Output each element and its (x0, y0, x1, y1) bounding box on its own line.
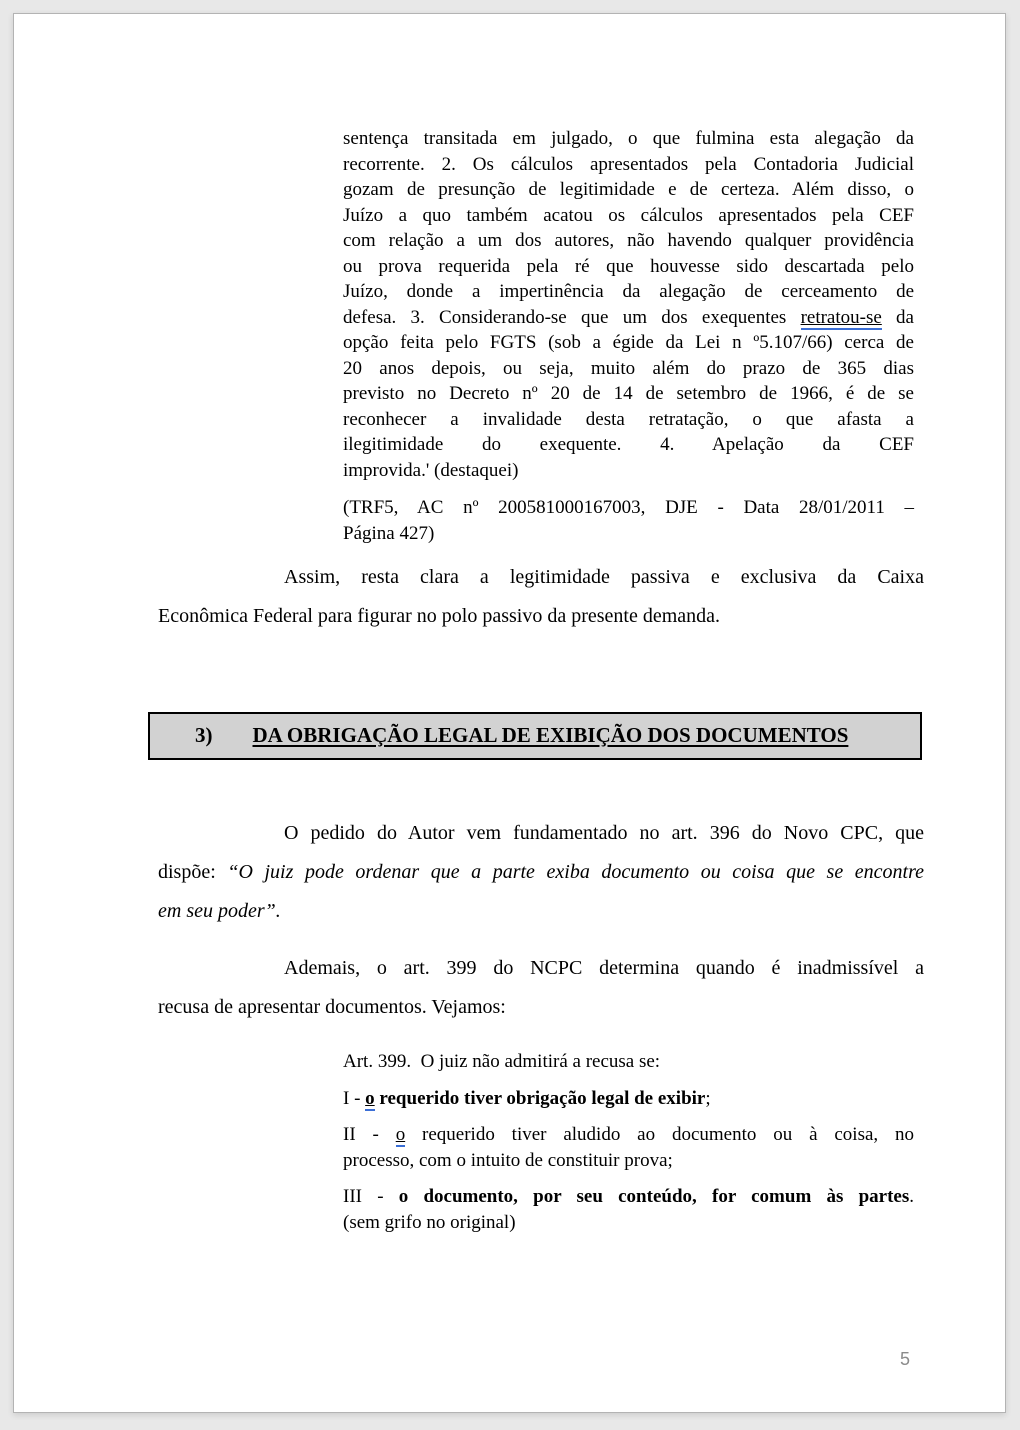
section-heading (148, 712, 922, 760)
text-segment: O pedido do Autor vem fundamentado no art. 396 do Novo CPC, que (284, 822, 924, 844)
text-line (343, 458, 914, 484)
paragraph (343, 1184, 914, 1235)
text-segment: ou prova requerida pela ré que houvesse sido descartada pelo (343, 255, 914, 277)
paragraph (343, 495, 914, 546)
text-line (343, 1049, 914, 1075)
paragraph (158, 814, 924, 931)
text-line (158, 892, 924, 931)
text-segment: da (881, 306, 914, 328)
text-segment: dispõe: (158, 861, 228, 883)
text-line (343, 279, 914, 305)
text-segment: III - (343, 1186, 399, 1207)
text-line (343, 407, 914, 433)
section-title: DA OBRIGAÇÃO LEGAL DE EXIBIÇÃO DOS DOCUMENTOS (252, 723, 849, 747)
section-number: 3) (195, 723, 213, 747)
text-line (343, 305, 914, 331)
text-line (343, 203, 914, 229)
text-line (158, 988, 924, 1027)
text-segment: (sem grifo no original) (343, 1211, 516, 1233)
text-segment: Assim, resta clara a legitimidade passiva e exclusiva da Caixa (284, 566, 924, 588)
text-line (343, 152, 914, 178)
paragraph (343, 126, 914, 483)
text-segment: em seu poder”. (158, 900, 281, 922)
text-segment: defesa. 3. Considerando-se que um dos exequentes (343, 306, 801, 328)
text-segment: improvida.' (destaquei) (343, 459, 519, 481)
paragraph (158, 949, 924, 1027)
text-segment: Página 427) (343, 522, 435, 544)
text-line (343, 381, 914, 407)
text-line (343, 330, 914, 356)
text-segment: I - (343, 1087, 366, 1109)
text-segment: Juízo a quo também acatou os cálculos apresentados pela CEF (343, 204, 914, 226)
text-segment: o (365, 1087, 375, 1109)
statute-quote (343, 1049, 914, 1235)
text-segment: requerido tiver obrigação legal de exibir (374, 1087, 706, 1109)
text-segment: gozam de presunção de legitimidade e de certeza. Além disso, o (343, 179, 914, 200)
text-segment: opção feita pelo FGTS (sob a égide da Lei n º5.107/66) cerca de (343, 332, 914, 353)
page-number: 5 (899, 1349, 910, 1369)
text-line (343, 521, 914, 547)
document-content (158, 126, 924, 1235)
text-line (343, 1184, 914, 1210)
text-line (343, 1122, 914, 1148)
paragraph (343, 1122, 914, 1173)
text-line (343, 495, 914, 521)
text-segment: Art. 399. O juiz não admitirá a recusa se: (343, 1051, 661, 1072)
text-segment: reconhecer a invalidade desta retratação, o que afasta a (343, 408, 914, 430)
text-segment: “O juiz pode ordenar que a parte exiba documento ou coisa que se encontre (227, 861, 924, 883)
jurisprudence-quote (343, 126, 914, 546)
para-ademais (158, 949, 924, 1027)
text-segment: recusa de apresentar documentos. Vejamos: (158, 996, 506, 1018)
paragraph (343, 1049, 914, 1075)
text-segment: processo, com o intuito de constituir prova; (343, 1149, 673, 1171)
text-line (343, 356, 914, 382)
text-segment: requerido tiver aludido ao documento ou à coisa, no (405, 1124, 915, 1145)
text-segment: II - (343, 1124, 396, 1145)
text-line (158, 814, 924, 853)
text-segment: o (395, 1124, 406, 1145)
text-line (343, 177, 914, 203)
text-line (158, 597, 924, 636)
text-line (343, 126, 914, 152)
text-line (343, 254, 914, 280)
text-segment: recorrente. 2. Os cálculos apresentados pela Contadoria Judicial (343, 153, 914, 175)
text-line (158, 949, 924, 988)
text-line (343, 228, 914, 254)
text-segment: Ademais, o art. 399 do NCPC determina quando é inadmissível a (284, 957, 924, 979)
para-fundamento (158, 814, 924, 931)
text-line (343, 1148, 914, 1174)
text-segment: o documento, por seu conteúdo, for comum às partes (398, 1186, 910, 1207)
paragraph (343, 1086, 914, 1112)
text-line (158, 558, 924, 597)
para-legitimidade (158, 558, 924, 636)
text-line (158, 853, 924, 892)
text-segment: (TRF5, AC nº 200581000167003, DJE - Data 28/01/2011 – (343, 497, 914, 518)
text-line (343, 1086, 914, 1112)
text-segment: previsto no Decreto nº 20 de 14 de setembro de 1966, é de se (343, 383, 914, 404)
text-line (343, 432, 914, 458)
text-segment: retratou-se (800, 306, 882, 328)
text-segment: . (909, 1186, 914, 1207)
text-segment: 20 anos depois, ou seja, muito além do prazo de 365 dias (343, 357, 914, 379)
page-sheet (13, 13, 1006, 1413)
paragraph (158, 558, 924, 636)
text-segment: com relação a um dos autores, não havendo qualquer providência (343, 230, 914, 251)
text-segment: Juízo, donde a impertinência da alegação de cerceamento de (343, 281, 914, 302)
text-segment: sentença transitada em julgado, o que fulmina esta alegação da (343, 128, 914, 149)
text-line (343, 1210, 914, 1236)
text-segment: Econômica Federal para figurar no polo passivo da presente demanda. (158, 605, 721, 627)
text-segment: ilegitimidade do exequente. 4. Apelação da CEF (343, 434, 914, 455)
text-segment: ; (705, 1087, 711, 1109)
